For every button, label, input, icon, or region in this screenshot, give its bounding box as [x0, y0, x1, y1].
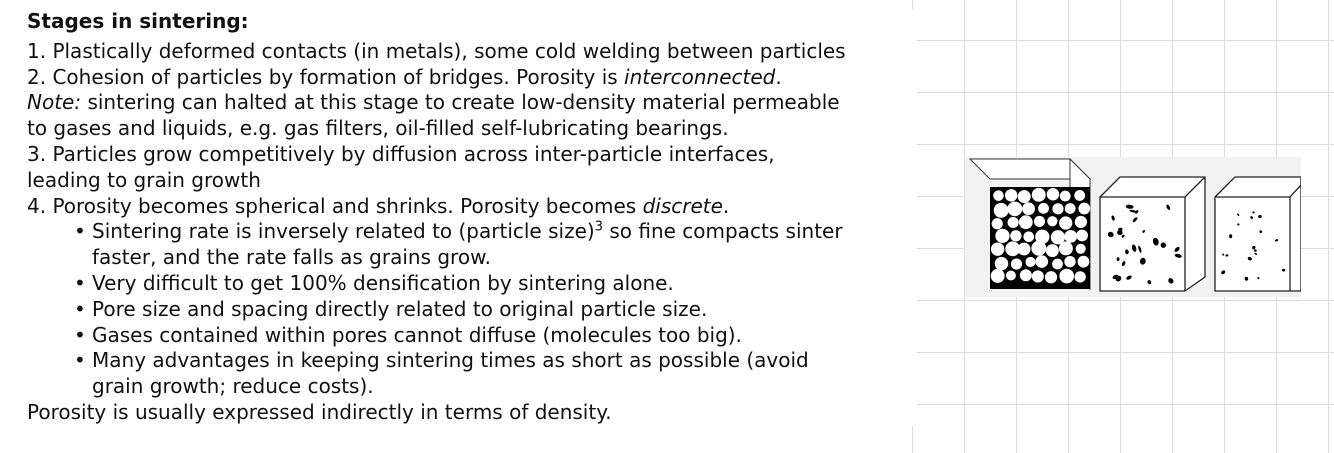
particle — [1052, 259, 1063, 270]
particle — [1064, 256, 1075, 267]
particle — [1023, 231, 1034, 242]
particle — [1032, 270, 1044, 282]
particle — [991, 242, 1004, 255]
particle — [1005, 189, 1018, 202]
particle — [1031, 241, 1046, 256]
page-title: Stages in sintering: — [27, 9, 249, 33]
stage-2-emphasis: interconnected — [624, 64, 776, 89]
particle — [1059, 216, 1072, 229]
sintering-cubes-illustration — [965, 157, 1301, 297]
particle — [1065, 203, 1076, 214]
particle — [1034, 216, 1045, 227]
list-item: • Pore size and spacing directly related to original particle size. — [72, 297, 917, 323]
particle — [1019, 215, 1033, 229]
particle — [995, 257, 1008, 270]
particle — [1047, 216, 1057, 226]
particle — [995, 229, 1009, 243]
particle — [1052, 203, 1063, 214]
particle — [1022, 202, 1035, 215]
particle — [1007, 201, 1022, 216]
particle — [993, 190, 1004, 201]
particle — [992, 218, 1003, 229]
particle — [1008, 217, 1019, 228]
cube-stage-2 — [1100, 177, 1205, 291]
stage-2-note-cont: to gases and liquids, e.g. gas filters, oil-filled self-lubricating bearings. — [27, 116, 729, 141]
footer-note: Porosity is usually expressed indirectly in terms of density. — [27, 399, 612, 424]
particle — [1047, 188, 1059, 200]
stage-2: 2. Cohesion of particles by formation of bridges. Porosity is interconnected. — [27, 64, 782, 89]
particle — [1074, 190, 1085, 201]
slide-text — [27, 9, 917, 426]
particle — [1038, 203, 1049, 214]
particle — [1010, 230, 1021, 241]
particle — [1018, 243, 1031, 256]
particle — [1074, 271, 1085, 282]
particle — [1076, 230, 1088, 242]
stage-2-note: Note: sintering can halted at this stage to create low-density material permeable — [27, 90, 840, 115]
particle — [1006, 270, 1016, 280]
particle — [1025, 257, 1035, 267]
stage-1: 1. Plastically deformed contacts (in metals), some cold welding between particles — [27, 38, 846, 63]
particle — [1045, 271, 1057, 283]
particle — [1018, 190, 1031, 203]
list-item: • Gases contained within pores cannot diffuse (molecules too big). — [72, 323, 917, 349]
cube-stage-3 — [1215, 177, 1301, 291]
stage-4-emphasis: discrete — [642, 193, 723, 218]
particle — [1020, 269, 1032, 281]
list-item: • Sintering rate is inversely related to (particle size)$^3$ so fine compacts sinter faster, and the rate falls as grains grow. — [72, 219, 917, 271]
particle — [1076, 244, 1086, 254]
particle — [1046, 244, 1059, 257]
particle — [1059, 241, 1073, 255]
stage-4: 4. Porosity becomes spherical and shrinks. Porosity becomes discrete. — [27, 193, 730, 218]
cube-stage-1 — [970, 159, 1090, 289]
particle — [1035, 255, 1048, 268]
particle — [994, 203, 1009, 218]
note-label: Note: — [27, 90, 82, 115]
stage-3: 3. Particles grow competitively by diffusion across inter-particle interfaces, — [27, 141, 775, 166]
particle — [1075, 216, 1087, 228]
particle — [1078, 203, 1090, 215]
particle — [991, 269, 1005, 283]
list-item: • Many advantages in keeping sintering times as short as possible (avoid grain growth; reduce costs). — [72, 348, 917, 400]
particle — [1011, 259, 1022, 270]
list-item: • Very difficult to get 100% densification by sintering alone. — [72, 271, 917, 297]
particle — [1078, 256, 1090, 268]
stage-3-cont: leading to grain growth — [27, 167, 261, 192]
particle — [1060, 191, 1071, 202]
particle — [1059, 269, 1074, 284]
particle — [1064, 230, 1077, 243]
stage-4-bullets — [27, 219, 917, 400]
particle — [1032, 188, 1046, 202]
